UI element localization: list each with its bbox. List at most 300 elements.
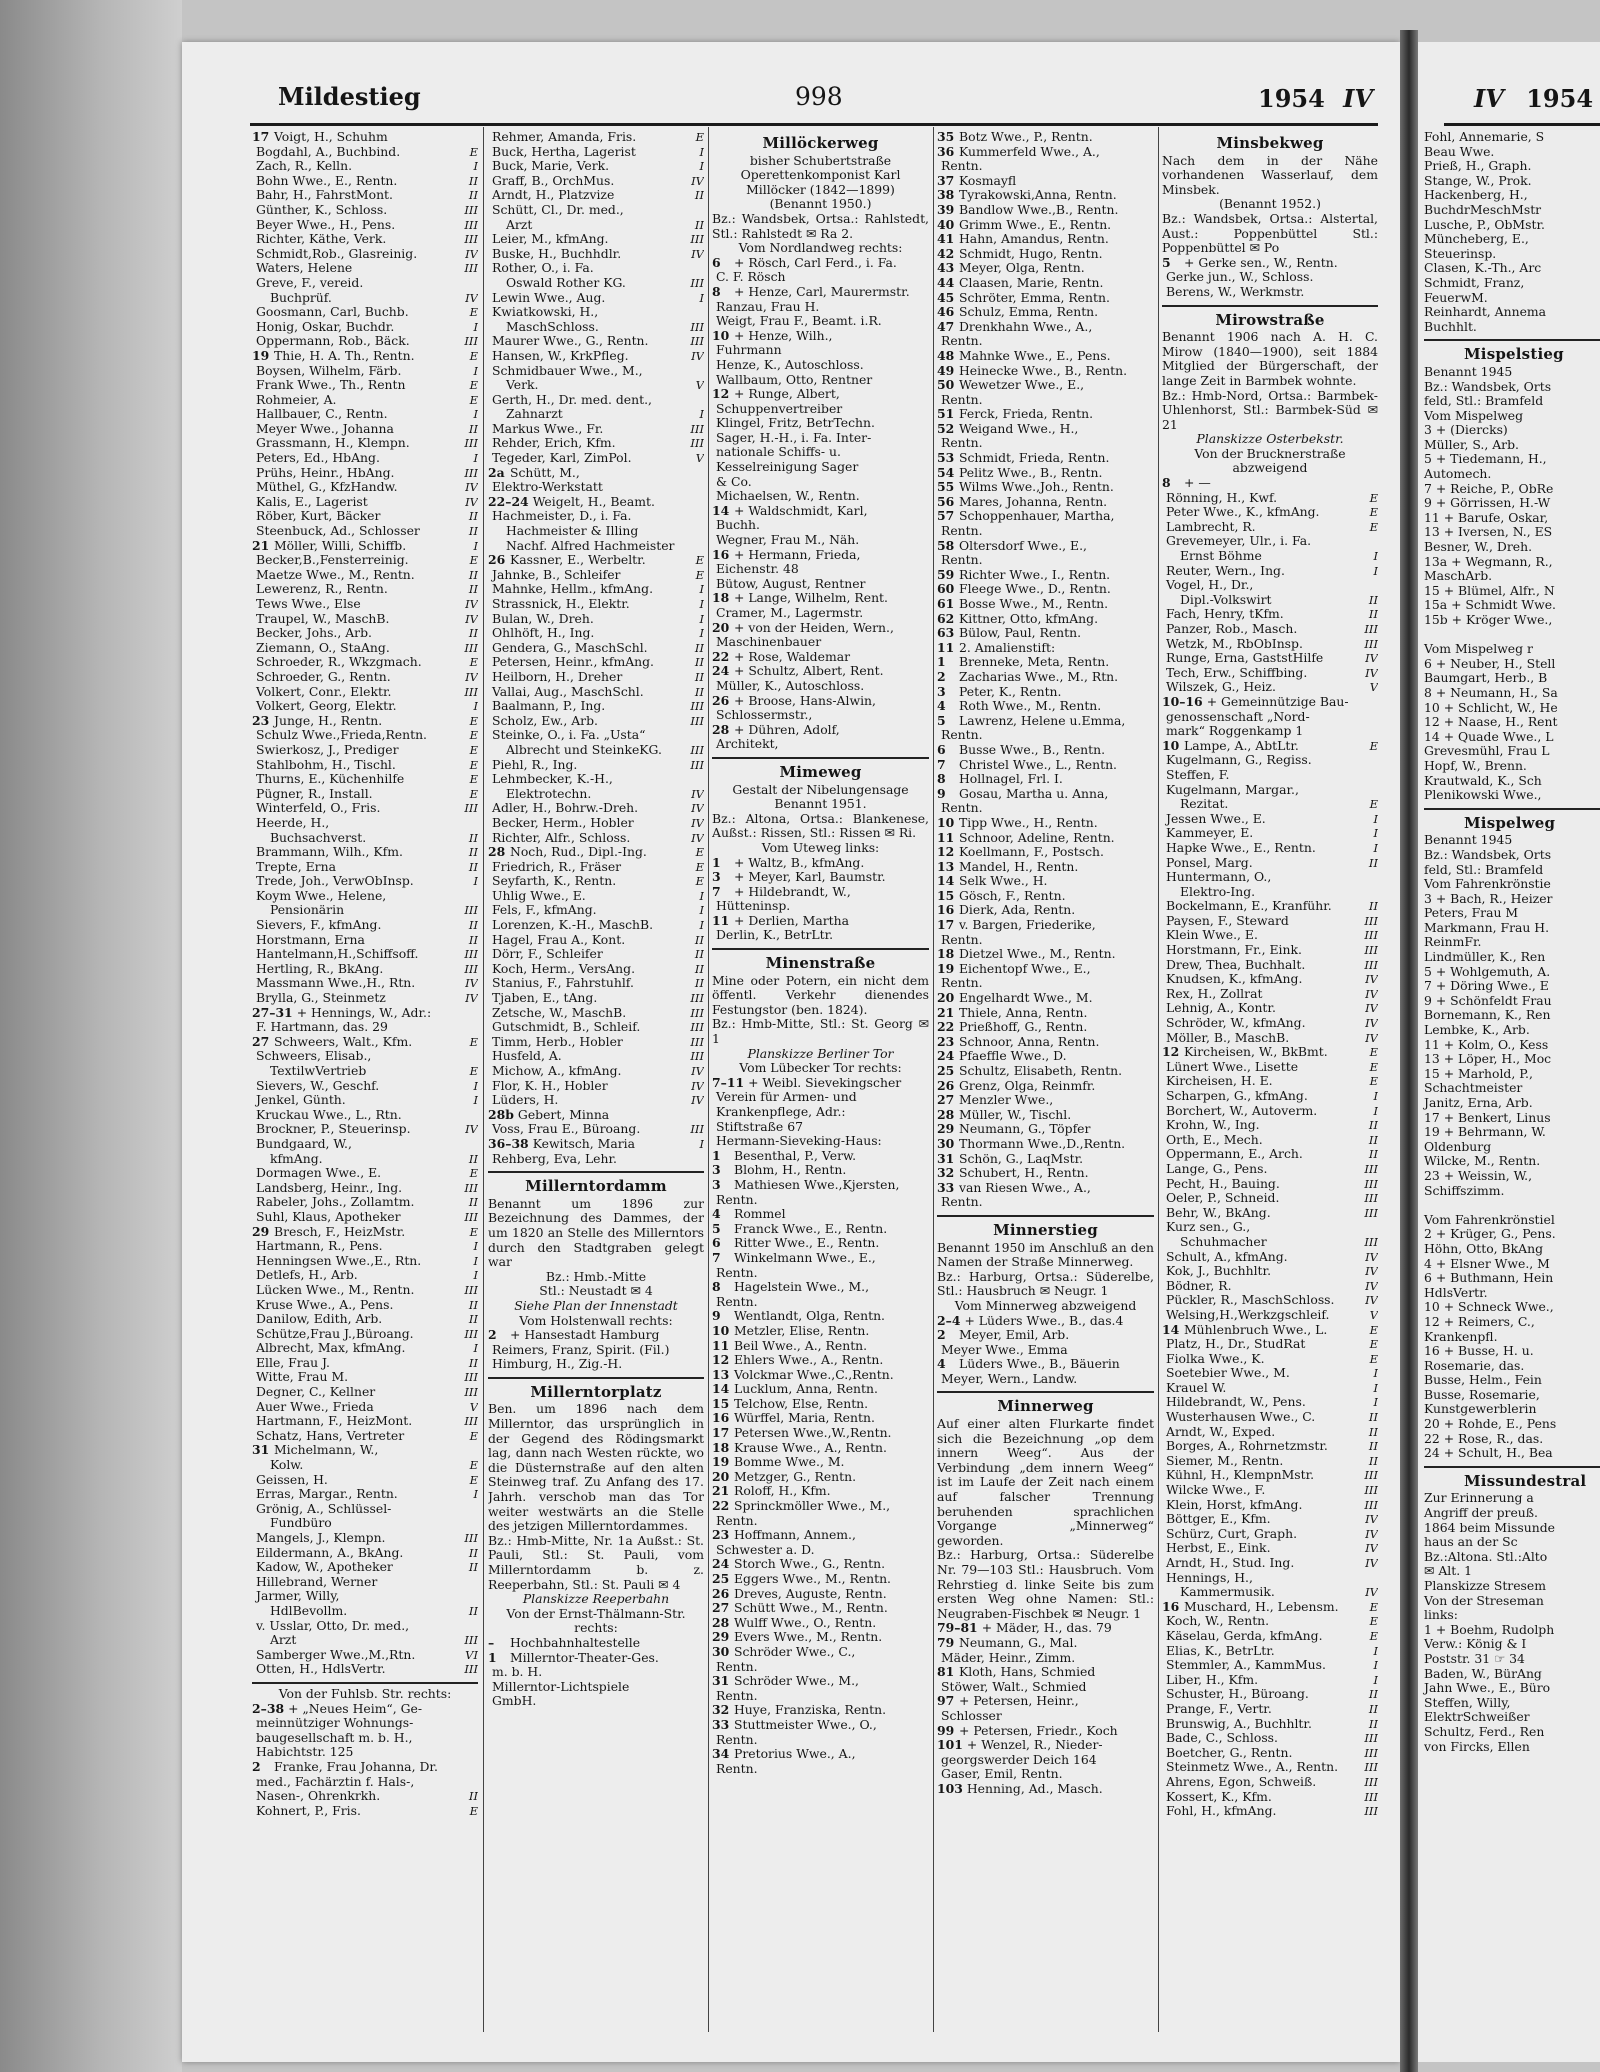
- directory-entry: [937, 860, 1154, 875]
- resident-name: Kadow, W., Apotheker: [256, 1560, 393, 1575]
- resident-name: Wilms Wwe.,Joh., Rentn.: [959, 480, 1114, 495]
- directory-entry: [1162, 1308, 1378, 1323]
- house-number: 10: [712, 328, 730, 343]
- directory-entry: [488, 305, 704, 320]
- directory-entry: Höhn, Otto, BkAng: [1424, 1240, 1544, 1256]
- resident-name: Schuster, H., Büroang.: [1166, 1687, 1309, 1702]
- house-number: 20: [937, 991, 955, 1006]
- directory-entry: [252, 334, 478, 349]
- directory-entry: [712, 1528, 929, 1543]
- resident-name: Danilow, Edith, Arb.: [256, 1312, 383, 1327]
- directory-entry: [252, 1575, 478, 1590]
- floor-code: III: [690, 1005, 704, 1020]
- house-number: 14: [712, 1382, 730, 1397]
- house-number: 9: [937, 786, 946, 801]
- directory-entry: [937, 1636, 1154, 1651]
- street-note: Ben. um 1896 nach dem Millerntor, das ursprünglich in der Gegend des Rödingsmarkt lag, dann nach Westen rückte, wo die Düsternstraße auf den alten Steinweg traf. Zu Anfang des 17. Jahrh. verschob man das Tor weiter westwärts an die Stelle des jetzigen Millerntordammes.: [488, 1401, 704, 1534]
- resident-name: Grimm Wwe., E., Rentn.: [959, 217, 1112, 232]
- resident-name: genossenschaft „Nord-: [1166, 709, 1310, 724]
- directory-entry: [1162, 1410, 1378, 1425]
- floor-code: III: [1364, 1176, 1378, 1191]
- column-divider-1: [483, 127, 484, 2032]
- directory-entry: [252, 364, 478, 379]
- directory-entry: [937, 787, 1154, 802]
- directory-entry: [252, 1122, 478, 1137]
- resident-name: Buck, Marie, Verk.: [492, 159, 610, 174]
- resident-name: Schürz, Curt, Graph.: [1166, 1526, 1298, 1541]
- floor-code: I: [473, 451, 478, 466]
- house-number: 16: [1162, 1599, 1180, 1614]
- resident-name: Prange, F., Vertr.: [1166, 1701, 1272, 1716]
- directory-entry: [488, 772, 704, 787]
- resident-name: Jarmer, Willy,: [256, 1589, 340, 1604]
- resident-name: Drew, Thea, Buchhalt.: [1166, 957, 1306, 972]
- street-heading: Mirowstraße: [1215, 310, 1325, 329]
- floor-code: III: [690, 275, 704, 290]
- directory-entry: [1162, 1395, 1378, 1410]
- street-note: (Benannt 1952.): [1219, 196, 1321, 212]
- resident-name: Wilszek, G., Heiz.: [1166, 680, 1276, 695]
- directory-entry: [488, 874, 704, 889]
- resident-name: Pfaeffle Wwe., D.: [959, 1049, 1067, 1064]
- resident-name: Rentn.: [941, 976, 983, 991]
- resident-name: Boysen, Wilhelm, Färb.: [256, 363, 402, 378]
- directory-entry: [488, 714, 704, 729]
- street-note: Benannt 1951.: [774, 796, 867, 812]
- directory-entry: [252, 539, 478, 554]
- resident-name: Meyer, Wern., Landw.: [941, 1371, 1078, 1386]
- street-note: Vom Nordlandweg rechts:: [738, 240, 903, 256]
- directory-entry: 13a + Wegmann, R.,: [1424, 553, 1553, 569]
- floor-code: III: [464, 1370, 478, 1385]
- resident-name: Brylla, G., Steinmetz: [256, 991, 386, 1006]
- street-note: Bz.: Hmb-Mitte, Stl.: St. Georg ✉ 1: [712, 1016, 929, 1047]
- resident-name: Henningsen Wwe.,E., Rtn.: [256, 1253, 422, 1268]
- directory-entry: [252, 1458, 478, 1473]
- floor-code: III: [690, 334, 704, 349]
- resident-name: Neumann, G., Töpfer: [959, 1122, 1091, 1137]
- resident-name: Habichtstr. 125: [256, 1745, 354, 1760]
- directory-entry: [937, 582, 1154, 597]
- directory-entry: [937, 1049, 1154, 1064]
- directory-entry: [937, 1064, 1154, 1079]
- directory-entry: [1162, 520, 1378, 535]
- directory-entry: [937, 1195, 1154, 1210]
- resident-name: Kugelmann, Margar.,: [1166, 782, 1299, 797]
- directory-entry: [252, 145, 478, 160]
- directory-entry: 6 + Neuber, H., Stell: [1424, 655, 1556, 671]
- directory-entry: [937, 758, 1154, 773]
- resident-name: Engelhardt Wwe., M.: [959, 991, 1093, 1006]
- directory-entry: [1162, 1454, 1378, 1469]
- resident-name: Rezitat.: [1176, 797, 1229, 812]
- resident-name: + Henze, Wilh.,: [734, 328, 833, 343]
- directory-entry: [712, 1382, 929, 1397]
- floor-code: II: [694, 976, 704, 991]
- directory-entry: [712, 1397, 929, 1412]
- house-number: 23: [252, 713, 270, 728]
- house-number: 7: [712, 884, 721, 899]
- directory-entry: Reinhardt, Annema: [1424, 304, 1547, 320]
- directory-entry: Plenikowski Wwe.,: [1424, 787, 1542, 803]
- resident-name: Fohl, H., kfmAng.: [1166, 1804, 1277, 1819]
- house-number: 10: [937, 815, 955, 830]
- directory-entry: [252, 1414, 478, 1429]
- directory-entry: [1162, 958, 1378, 973]
- floor-code: I: [473, 159, 478, 174]
- house-number: 21: [937, 1005, 955, 1020]
- house-number: 4: [937, 1357, 946, 1372]
- directory-entry: [488, 1079, 704, 1094]
- house-number: 17: [252, 130, 270, 144]
- resident-name: Muschard, H., Lebensm.: [1184, 1599, 1339, 1614]
- street-note: Bz.: Harburg, Ortsa.: Süderelbe Nr. 79—103 Stl.: Hausbruch. Vom Rehrstieg d. linke Seite bis zum ersten Weg ohne Namen: Stl.: Neugraben-Fischbek ✉ Neugr. 1: [937, 1547, 1154, 1621]
- resident-name: Bödner, R.: [1166, 1278, 1232, 1293]
- floor-code: E: [1369, 1322, 1378, 1337]
- resident-name: + Mäder, H., das. 79: [981, 1621, 1112, 1636]
- street-note: Bz.: Harburg, Ortsa.: Süderelbe, Stl.: Hausbruch ✉ Neugr. 1: [937, 1268, 1154, 1299]
- resident-name: Prießhoff, G., Rentn.: [959, 1020, 1088, 1035]
- resident-name: Scholz, Ew., Arb.: [492, 713, 598, 728]
- directory-entry: [937, 1152, 1154, 1167]
- directory-entry: Baden, W., BürAng: [1424, 1665, 1542, 1681]
- directory-entry: von Fircks, Ellen: [1424, 1738, 1530, 1754]
- directory-entry: [712, 1762, 929, 1777]
- directory-entry: Zur Erinnerung a: [1424, 1490, 1534, 1506]
- street-heading: Millerntordamm: [525, 1177, 667, 1196]
- directory-entry: [1162, 1147, 1378, 1162]
- floor-code: IV: [1365, 665, 1378, 680]
- resident-name: Meyer Wwe., Johanna: [256, 421, 394, 436]
- resident-name: Bohn Wwe., E., Rentn.: [256, 173, 398, 188]
- resident-name: + Waldschmidt, Karl,: [734, 503, 868, 518]
- directory-entry: [937, 378, 1154, 393]
- resident-name: Bogdahl, A., Buchbind.: [256, 144, 401, 159]
- resident-name: Klein Wwe., E.: [1166, 928, 1258, 943]
- directory-entry: [937, 772, 1154, 787]
- directory-entry: [712, 329, 929, 344]
- directory-entry: [488, 174, 704, 189]
- directory-entry: [252, 378, 478, 393]
- directory-entry: [488, 334, 704, 349]
- floor-code: II: [1368, 1147, 1378, 1162]
- directory-entry: 4 + Elsner Wwe., M: [1424, 1255, 1550, 1271]
- house-number: 19: [252, 348, 270, 363]
- resident-name: 2. Amalienstift:: [959, 640, 1056, 655]
- directory-entry: Bz.:Altona. Stl.:Alto: [1424, 1548, 1548, 1564]
- resident-name: Becker, Herm., Hobler: [492, 815, 634, 830]
- directory-entry: [937, 276, 1154, 291]
- directory-entry: [712, 1309, 929, 1324]
- directory-entry: [937, 174, 1154, 189]
- floor-code: III: [1364, 1468, 1378, 1483]
- resident-name: Kruckau Wwe., L., Rtn.: [256, 1107, 402, 1122]
- floor-code: III: [1364, 957, 1378, 972]
- floor-code: I: [699, 918, 704, 933]
- directory-entry: [488, 655, 704, 670]
- floor-code: IV: [465, 976, 478, 991]
- floor-code: I: [1373, 1658, 1378, 1673]
- resident-name: Telchow, Else, Rentn.: [734, 1396, 869, 1411]
- floor-code: III: [1364, 1205, 1378, 1220]
- resident-name: Hollnagel, Frl. I.: [959, 772, 1063, 787]
- running-head-street: Mildestieg: [278, 82, 421, 111]
- directory-entry: [1162, 1089, 1378, 1104]
- directory-entry: [1162, 695, 1378, 710]
- floor-code: III: [464, 334, 478, 349]
- directory-entry: [937, 1782, 1154, 1797]
- directory-entry: 11 + Kolm, O., Kess: [1424, 1036, 1549, 1052]
- directory-entry: [712, 737, 929, 752]
- resident-name: Arndt, W., Exped.: [1166, 1424, 1276, 1439]
- directory-entry: [1424, 628, 1600, 643]
- resident-name: Rother, O., i. Fa.: [492, 261, 594, 276]
- directory-entry: Von der Streseman: [1424, 1592, 1544, 1608]
- directory-entry: [1162, 987, 1378, 1002]
- floor-code: I: [1373, 1395, 1378, 1410]
- directory-entry: [252, 1516, 478, 1531]
- resident-name: Behr, W., BkAng.: [1166, 1205, 1271, 1220]
- resident-name: Selk Wwe., H.: [959, 874, 1048, 889]
- resident-name: Dreves, Auguste, Rentn.: [734, 1586, 887, 1601]
- house-number: 59: [937, 567, 955, 582]
- resident-name: Millerntor-Theater-Ges.: [510, 1650, 659, 1665]
- house-number: 31: [937, 1151, 955, 1166]
- resident-name: Jessen Wwe., E.: [1166, 811, 1266, 826]
- directory-entry: Busse, Rosemarie,: [1424, 1386, 1540, 1402]
- floor-code: III: [1364, 1804, 1378, 1819]
- resident-name: Koym Wwe., Helene,: [256, 888, 387, 903]
- directory-entry: [252, 1745, 478, 1760]
- resident-name: Rommel: [734, 1207, 786, 1222]
- floor-code: I: [1373, 840, 1378, 855]
- house-number: 7: [937, 757, 946, 772]
- directory-entry: [1162, 885, 1378, 900]
- resident-name: Vallai, Aug., MaschSchl.: [492, 684, 644, 699]
- directory-entry: [712, 1324, 929, 1339]
- directory-entry: Verw.: König & I: [1424, 1636, 1527, 1652]
- house-number: 20: [712, 1469, 730, 1484]
- resident-name: Tyrakowski,Anna, Rentn.: [959, 188, 1117, 203]
- directory-entry: [252, 1400, 478, 1415]
- resident-name: Kwiatkowski, H.,: [492, 305, 599, 320]
- directory-entry: [937, 1343, 1154, 1358]
- resident-name: Heilborn, H., Dreher: [492, 669, 623, 684]
- resident-name: Kugelmann, G., Regiss.: [1166, 753, 1312, 768]
- floor-code: IV: [691, 786, 704, 801]
- floor-code: II: [1368, 1118, 1378, 1133]
- floor-code: E: [469, 742, 478, 757]
- directory-entry: [712, 548, 929, 563]
- directory-entry: [252, 816, 478, 831]
- resident-name: Architekt,: [716, 737, 779, 752]
- resident-name: Timm, Herb., Hobler: [492, 1034, 623, 1049]
- resident-name: Wulff Wwe., O., Rentn.: [734, 1615, 877, 1630]
- floor-code: II: [694, 684, 704, 699]
- resident-name: Rentn.: [941, 932, 983, 947]
- resident-name: Huntermann, O.,: [1166, 870, 1272, 885]
- floor-code: III: [690, 1034, 704, 1049]
- floor-code: II: [468, 582, 478, 597]
- resident-name: Kummerfeld Wwe., A.,: [959, 144, 1100, 159]
- resident-name: Hermann-Sieveking-Haus:: [716, 1134, 882, 1149]
- directory-entry: 10 + Schneck Wwe.,: [1424, 1299, 1554, 1315]
- directory-entry: [712, 1236, 929, 1251]
- resident-name: Pügner, R., Install.: [256, 786, 373, 801]
- directory-entry: [488, 320, 704, 335]
- floor-code: II: [1368, 1716, 1378, 1731]
- directory-entry: 9 + Görrissen, H.-W: [1424, 495, 1551, 511]
- directory-entry: [712, 1411, 929, 1426]
- directory-entry: [252, 1648, 478, 1663]
- house-number: 17: [937, 918, 955, 933]
- resident-name: Elias, K., BetrLtr.: [1166, 1643, 1275, 1658]
- floor-code: II: [694, 640, 704, 655]
- year: 1954: [1258, 84, 1325, 113]
- house-number: 3: [937, 684, 946, 699]
- resident-name: Sprinckmöller Wwe., M.,: [734, 1499, 891, 1514]
- house-number: 28: [712, 722, 730, 737]
- resident-name: Herbst, E., Eink.: [1166, 1541, 1271, 1556]
- floor-code: III: [464, 217, 478, 232]
- resident-name: Noch, Rud., Dipl.-Ing.: [510, 845, 647, 860]
- directory-entry: [252, 1020, 478, 1035]
- floor-code: II: [694, 217, 704, 232]
- directory-entry: [1162, 1366, 1378, 1381]
- floor-code: III: [464, 903, 478, 918]
- plan-reference: Planskizze Berliner Tor: [747, 1045, 894, 1061]
- floor-code: I: [699, 888, 704, 903]
- floor-code: III: [464, 947, 478, 962]
- resident-name: Hachmeister, D., i. Fa.: [492, 509, 632, 524]
- directory-entry: Schmidt, Franz,: [1424, 274, 1525, 290]
- directory-entry: feld, Stl.: Bramfeld: [1424, 393, 1544, 409]
- directory-entry: [1162, 1687, 1378, 1702]
- resident-name: + Runge, Albert,: [734, 387, 840, 402]
- resident-name: Degner, C., Kellner: [256, 1385, 376, 1400]
- resident-name: Kohnert, P., Fris.: [256, 1803, 361, 1818]
- floor-code: III: [1364, 1161, 1378, 1176]
- directory-entry: [712, 270, 929, 285]
- directory-entry: [937, 320, 1154, 335]
- house-number: 2–4: [937, 1313, 961, 1328]
- directory-entry: Prieß, H., Graph.: [1424, 158, 1532, 174]
- house-number: 25: [712, 1572, 730, 1586]
- floor-code: I: [699, 626, 704, 641]
- floor-code: IV: [691, 246, 704, 261]
- resident-name: Flor, K. H., Hobler: [492, 1078, 608, 1093]
- directory-entry: [252, 903, 478, 918]
- house-number: 52: [937, 421, 955, 436]
- resident-name: Koellmann, F., Postsch.: [959, 845, 1104, 860]
- resident-name: + Gerke sen., W., Rentn.: [1184, 255, 1338, 270]
- resident-name: Rentn.: [941, 801, 983, 816]
- house-number: 3: [712, 1177, 721, 1192]
- house-number: 50: [937, 378, 955, 393]
- floor-code: III: [464, 1414, 478, 1429]
- directory-entry: [488, 597, 704, 612]
- directory-entry: 7 + Reiche, P., ObRe: [1424, 480, 1554, 496]
- resident-name: Meyer, Olga, Rentn.: [959, 261, 1085, 276]
- directory-entry: 24 + Schult, H., Bea: [1424, 1445, 1553, 1461]
- floor-code: III: [464, 1209, 478, 1224]
- house-number: 27: [252, 1034, 270, 1049]
- directory-entry: [712, 1134, 929, 1149]
- resident-name: Böttger, E., Kfm.: [1166, 1512, 1271, 1527]
- resident-name: Stuttmeister Wwe., O.,: [734, 1717, 877, 1732]
- resident-name: + Meyer, Karl, Baumstr.: [734, 870, 886, 885]
- directory-entry: [937, 743, 1154, 758]
- directory-entry: [937, 903, 1154, 918]
- directory-entry: [712, 533, 929, 548]
- directory-entry: Besner, W., Dreh.: [1424, 539, 1533, 555]
- directory-entry: 22 + Rose, R., das.: [1424, 1430, 1544, 1446]
- directory-entry: [252, 1093, 478, 1108]
- house-number: 38: [937, 188, 955, 203]
- directory-entry: [937, 159, 1154, 174]
- directory-entry: [252, 349, 478, 364]
- resident-name: MaschSchloss.: [502, 319, 599, 334]
- resident-name: Bosse Wwe., M., Rentn.: [959, 597, 1109, 611]
- directory-entry: [488, 801, 704, 816]
- floor-code: II: [1368, 1132, 1378, 1147]
- resident-name: Rentn.: [716, 1688, 758, 1703]
- directory-entry: [252, 320, 478, 335]
- resident-name: + Broose, Hans-Alwin,: [734, 693, 876, 708]
- resident-name: Thormann Wwe.,D.,Rentn.: [959, 1136, 1126, 1151]
- resident-name: Rentn.: [941, 524, 983, 539]
- directory-entry: [712, 664, 929, 679]
- floor-code: I: [699, 582, 704, 597]
- resident-name: Fleege Wwe., D., Rentn.: [959, 582, 1111, 597]
- floor-code: E: [469, 1428, 478, 1443]
- directory-entry: [1162, 753, 1378, 768]
- directory-entry: [712, 1484, 929, 1499]
- directory-entry: [252, 188, 478, 203]
- directory-entry: [1162, 841, 1378, 856]
- house-number: 39: [937, 202, 955, 217]
- house-number: 12: [937, 845, 955, 860]
- directory-entry: [712, 928, 929, 943]
- street-heading: Mimeweg: [779, 762, 862, 781]
- directory-entry: [1162, 564, 1378, 579]
- floor-code: III: [464, 1180, 478, 1195]
- floor-code: III: [1364, 928, 1378, 943]
- floor-code: I: [473, 1341, 478, 1356]
- resident-name: Michaelsen, W., Rentn.: [716, 489, 860, 504]
- resident-name: + Henze, Carl, Maurermstr.: [734, 284, 910, 299]
- directory-entry: [937, 947, 1154, 962]
- floor-code: III: [464, 261, 478, 276]
- floor-code: II: [1368, 1424, 1378, 1439]
- resident-name: Stanius, F., Fahrstuhlf.: [492, 976, 634, 991]
- street-heading: Mispelweg: [1464, 813, 1556, 832]
- resident-name: Schubert, H., Rentn.: [959, 1166, 1089, 1181]
- resident-name: Elektro-Ing.: [1176, 884, 1256, 899]
- floor-code: IV: [1365, 1001, 1378, 1016]
- directory-entry: [937, 1680, 1154, 1695]
- floor-code: II: [694, 655, 704, 670]
- directory-entry: [252, 509, 478, 524]
- house-number: 27: [712, 1601, 730, 1616]
- directory-entry: [712, 1193, 929, 1208]
- resident-name: Hapke Wwe., E., Rentn.: [1166, 840, 1316, 855]
- directory-entry: 1 + Boehm, Rudolph: [1424, 1621, 1555, 1637]
- directory-entry: [488, 480, 704, 495]
- directory-entry: Benannt 1945: [1424, 363, 1513, 379]
- resident-name: Rentn.: [716, 1513, 758, 1528]
- resident-name: Soetebier Wwe., M.: [1166, 1366, 1290, 1381]
